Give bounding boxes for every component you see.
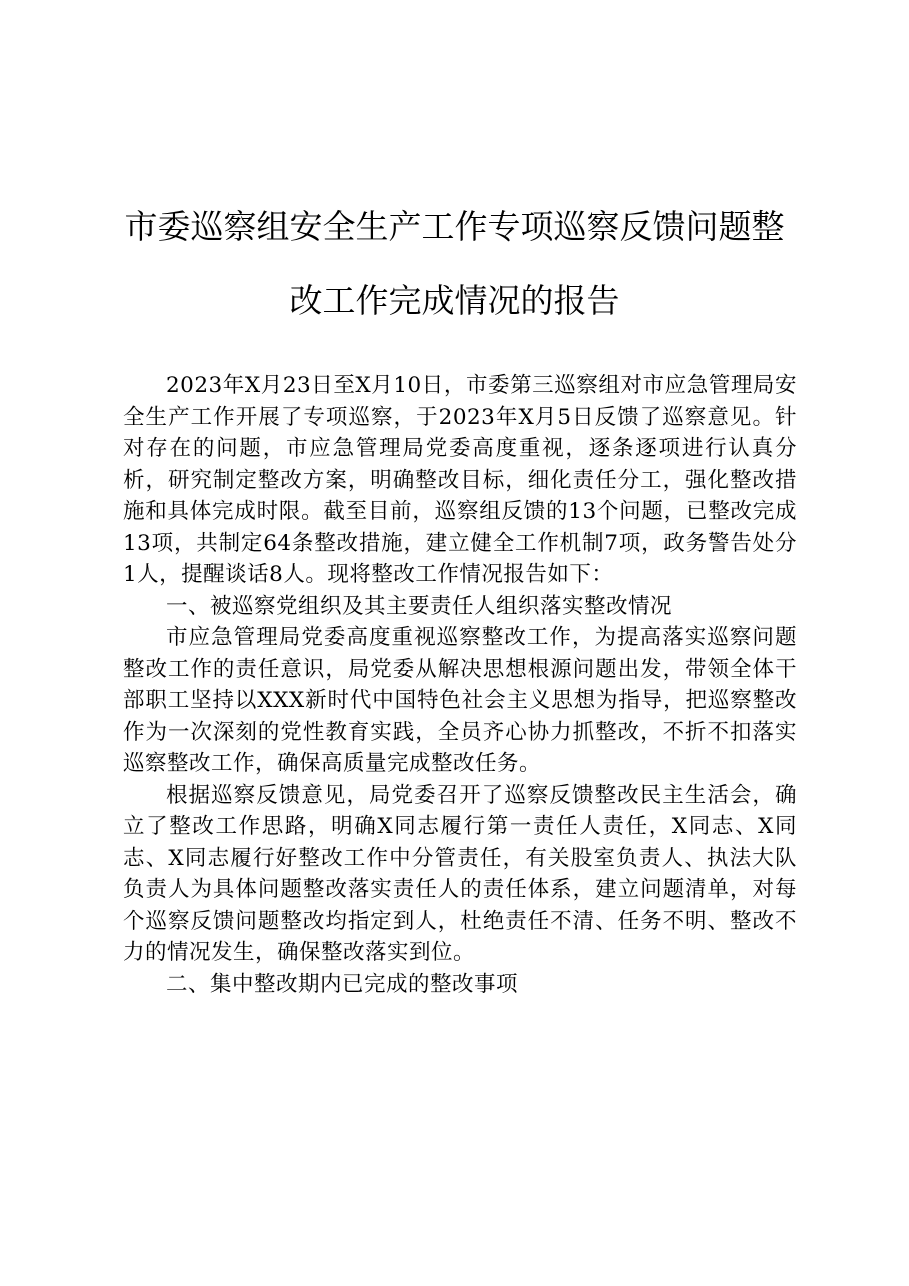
intro-paragraph: 2023年X月23日至X月10日，市委第三巡察组对市应急管理局安全生产工作开展了专项巡察，于2023年X月5日反馈了巡察意见。针对存在的问题，市应急管理局党委高度重视，逐条逐项进行认真分析，研究制定整改方案，明确整改目标，细化责任分工，强化整改措施和具体完成时限。截至目前，巡察组反馈的13个问题，已整改完成13项，共制定64条整改措施，建立健全工作机制7项，政务警告处分1人，提醒谈话8人。现将整改工作情况报告如下： (123, 373, 797, 587)
title-line-1: 市委巡察组安全生产工作专项巡察反馈问题整 (124, 207, 785, 246)
section-heading-1: 一、被巡察党组织及其主要责任人组织落实整改情况 (166, 593, 673, 619)
section-1-paragraph-2: 根据巡察反馈意见，局党委召开了巡察反馈整改民主生活会，确立了整改工作思路，明确X同志履行第一责任人责任，X同志、X同志、X同志履行好整改工作中分管责任，有关股室负责人、执法大队负责人为具体问题整改落实责任人的责任体系，建立问题清单，对每个巡察反馈问题整改均指定到人，杜绝责任不清、任务不明、整改不力的情况发生，确保整改落实到位。 (123, 782, 797, 965)
title-line-2: 改工作完成情况的报告 (289, 281, 620, 320)
document-title (100, 190, 809, 338)
section-heading-2: 二、集中整改期内已完成的整改事项 (166, 971, 519, 997)
section-1-paragraph-1: 市应急管理局党委高度重视巡察整改工作，为提高落实巡察问题整改工作的责任意识，局党委从解决思想根源问题出发，带领全体干部职工坚持以XXX新时代中国特色社会主义思想为指导，把巡察整改作为一次深刻的党性教育实践，全员齐心协力抓整改，不折不扣落实巡察整改工作，确保高质量完成整改任务。 (123, 625, 797, 776)
document-body (123, 370, 797, 1000)
